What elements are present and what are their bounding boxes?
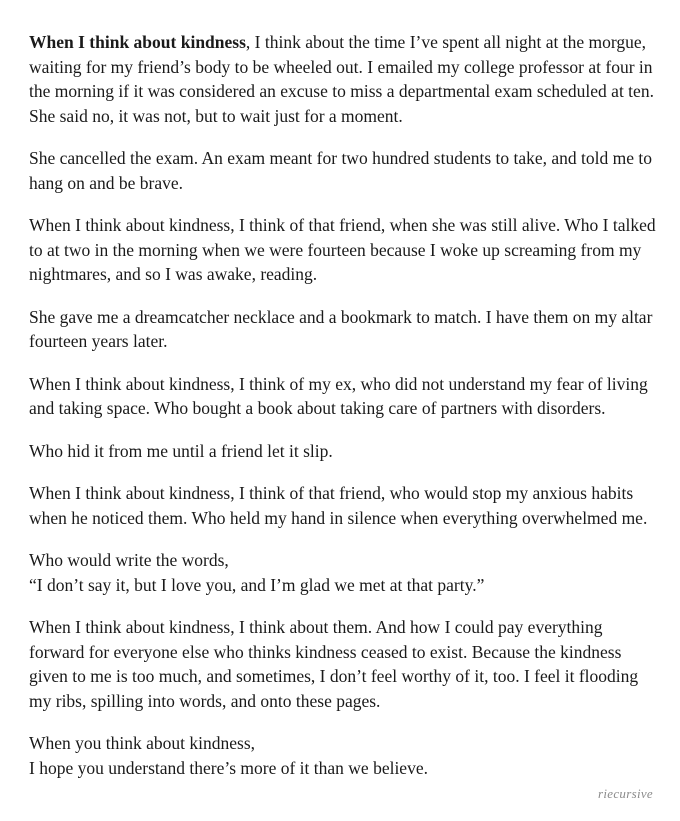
paragraph-10-line-2: I hope you understand there’s more of it than we believe. (29, 757, 428, 778)
paragraph-3: When I think about kindness, I think of that friend, when she was still alive. Who I talked to at two in the morning when we were fourteen because I woke up screaming from my nightmares, and so I was awake, reading. (29, 215, 656, 284)
paragraph-6: Who hid it from me until a friend let it slip. (29, 440, 333, 461)
paragraph-8-line-2: “I don’t say it, but I love you, and I’m glad we met at that party.” (29, 574, 485, 595)
paragraph-10-line-1: When you think about kindness, (29, 733, 256, 753)
paragraph-5: When I think about kindness, I think of my ex, who did not understand my fear of living and taking space. Who bought a book about taking care of partners with disorders. (29, 373, 648, 418)
author-signature: riecursive (598, 786, 653, 801)
paragraph-1-text: , I think about the time I’ve spent all night at the morgue, waiting for my friend’s body to be wheeled out. I emailed my college professor at four in the morning if it was considered an excuse to miss a departmental exam scheduled at ten. She said no, it was not, but to wait just for a moment. (29, 32, 654, 126)
paragraph-4: She gave me a dreamcatcher necklace and a bookmark to match. I have them on my altar fourteen years later. (29, 306, 653, 351)
poem-body (29, 30, 659, 798)
paragraph-8-line-1: Who would write the words, (29, 550, 229, 570)
paragraph-2: She cancelled the exam. An exam meant for two hundred students to take, and told me to hang on and be brave. (29, 148, 653, 193)
paragraph-10 (29, 731, 659, 780)
paragraph-1 (29, 30, 659, 128)
paragraph-9: When I think about kindness, I think about them. And how I could pay everything forward for everyone else who thinks kindness ceased to exist. Because the kindness given to me is too much, and sometimes, I don’t feel worthy of it, too. I feel it flooding my ribs, spilling into words, and onto these pages. (29, 617, 639, 711)
paragraph-8 (29, 548, 659, 597)
paragraph-7: When I think about kindness, I think of that friend, who would stop my anxious habits when he noticed them. Who held my hand in silence when everything overwhelmed me. (29, 483, 648, 528)
paragraph-1-lead: When I think about kindness (29, 32, 246, 52)
